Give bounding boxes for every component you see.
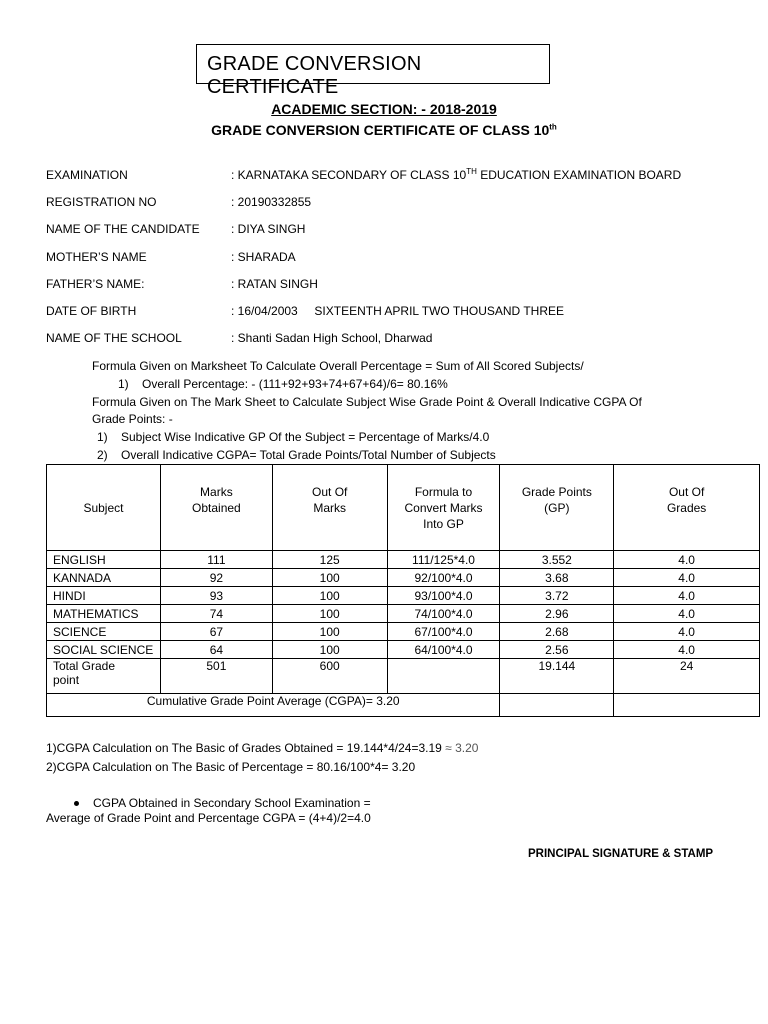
cell-total-marks: 501 xyxy=(160,659,272,694)
cell-outgrades: 4.0 xyxy=(614,587,760,605)
academic-section-heading xyxy=(0,101,768,117)
cell-outof: 100 xyxy=(272,641,387,659)
cell-total-label: Total Grade point xyxy=(47,659,161,694)
cell-subject: MATHEMATICS xyxy=(47,605,161,623)
table-total-row xyxy=(47,659,760,694)
cell-total-gp: 19.144 xyxy=(500,659,614,694)
cgpa-calc-grades xyxy=(46,741,478,755)
cell-formula: 64/100*4.0 xyxy=(387,641,500,659)
cell-total-outof: 600 xyxy=(272,659,387,694)
table-row xyxy=(47,551,760,569)
table-row xyxy=(47,605,760,623)
header-out-of-marks: Out Of Marks xyxy=(272,465,387,551)
cell-formula: 74/100*4.0 xyxy=(387,605,500,623)
subtitle-sup: th xyxy=(549,122,557,132)
grades-table xyxy=(46,464,760,717)
cgpa-average: Average of Grade Point and Percentage CGPA = (4+4)/2=4.0 xyxy=(46,811,371,825)
cell-outgrades: 4.0 xyxy=(614,605,760,623)
field-value: : RATAN SINGH xyxy=(231,277,318,291)
cell-gp: 2.56 xyxy=(500,641,614,659)
table-cgpa-row xyxy=(47,694,760,717)
bullet-text: CGPA Obtained in Secondary School Examination = xyxy=(93,796,371,810)
cell-outgrades: 4.0 xyxy=(614,623,760,641)
field-value: : SHARADA xyxy=(231,250,296,264)
cell-formula: 92/100*4.0 xyxy=(387,569,500,587)
formula-line: Formula Given on Marksheet To Calculate Overall Percentage = Sum of All Scored Subjects/ xyxy=(92,359,584,373)
table-row xyxy=(47,587,760,605)
table-row xyxy=(47,569,760,587)
cell-gp: 3.68 xyxy=(500,569,614,587)
table-row xyxy=(47,641,760,659)
cell-subject: SOCIAL SCIENCE xyxy=(47,641,161,659)
cell-marks: 64 xyxy=(160,641,272,659)
academic-section-text: ACADEMIC SECTION: - 2018-2019 xyxy=(271,101,497,117)
field-label: NAME OF THE CANDIDATE xyxy=(46,222,200,236)
cell-total-outgrades: 24 xyxy=(614,659,760,694)
cell-outof: 125 xyxy=(272,551,387,569)
bullet-item xyxy=(74,796,371,810)
cell-subject: KANNADA xyxy=(47,569,161,587)
field-value-sup: TH xyxy=(466,167,477,176)
formula-line: Formula Given on The Mark Sheet to Calculate Subject Wise Grade Point & Overall Indicative CGPA Of xyxy=(92,395,642,409)
formula-line: Grade Points: - xyxy=(92,412,173,426)
table-header-row xyxy=(47,465,760,551)
cell-marks: 92 xyxy=(160,569,272,587)
cell-outof: 100 xyxy=(272,623,387,641)
cell-total-formula xyxy=(387,659,500,694)
field-label: DATE OF BIRTH xyxy=(46,304,137,318)
cgpa-calc-grades-text: 1)CGPA Calculation on The Basic of Grades Obtained = 19.144*4/24=3.19 xyxy=(46,741,442,755)
field-label: FATHER’S NAME: xyxy=(46,277,145,291)
field-label: REGISTRATION NO xyxy=(46,195,157,209)
cell-formula: 111/125*4.0 xyxy=(387,551,500,569)
field-value xyxy=(231,168,681,182)
cell-subject: ENGLISH xyxy=(47,551,161,569)
header-subject: Subject xyxy=(47,465,161,551)
field-value: : 16/04/2003 SIXTEENTH APRIL TWO THOUSAND THREE xyxy=(231,304,564,318)
formula-line: 1) Overall Percentage: - (111+92+93+74+67+64)/6= 80.16% xyxy=(118,377,448,391)
cell-marks: 93 xyxy=(160,587,272,605)
certificate-subtitle xyxy=(0,122,768,138)
certificate-title: GRADE CONVERSION CERTIFICATE xyxy=(196,44,550,84)
cell-subject: HINDI xyxy=(47,587,161,605)
field-value-post: EDUCATION EXAMINATION BOARD xyxy=(476,168,682,182)
field-value: : Shanti Sadan High School, Dharwad xyxy=(231,331,433,345)
cell-gp: 3.552 xyxy=(500,551,614,569)
cell-formula: 67/100*4.0 xyxy=(387,623,500,641)
cell-gp: 2.96 xyxy=(500,605,614,623)
formula-line: 1) Subject Wise Indicative GP Of the Subject = Percentage of Marks/4.0 xyxy=(97,430,490,444)
principal-signature: PRINCIPAL SIGNATURE & STAMP xyxy=(528,848,714,860)
subtitle-text: GRADE CONVERSION CERTIFICATE OF CLASS 10 xyxy=(211,122,550,138)
cell-gp: 2.68 xyxy=(500,623,614,641)
field-value-pre: : KARNATAKA SECONDARY OF CLASS 10 xyxy=(231,168,467,182)
cell-subject: SCIENCE xyxy=(47,623,161,641)
cell-marks: 67 xyxy=(160,623,272,641)
field-label: MOTHER’S NAME xyxy=(46,250,147,264)
cell-empty xyxy=(500,694,614,717)
cell-outof: 100 xyxy=(272,605,387,623)
cell-gp: 3.72 xyxy=(500,587,614,605)
formula-line: 2) Overall Indicative CGPA= Total Grade Points/Total Number of Subjects xyxy=(97,448,496,462)
cell-outgrades: 4.0 xyxy=(614,551,760,569)
cell-outgrades: 4.0 xyxy=(614,641,760,659)
field-value: : 20190332855 xyxy=(231,195,312,209)
cell-cgpa: Cumulative Grade Point Average (CGPA)= 3.20 xyxy=(47,694,500,717)
cell-marks: 74 xyxy=(160,605,272,623)
cell-outof: 100 xyxy=(272,569,387,587)
header-out-of-grades: Out Of Grades xyxy=(614,465,760,551)
cell-outof: 100 xyxy=(272,587,387,605)
cell-outgrades: 4.0 xyxy=(614,569,760,587)
field-label: NAME OF THE SCHOOL xyxy=(46,331,182,345)
table-row xyxy=(47,623,760,641)
field-value: : DIYA SINGH xyxy=(231,222,306,236)
cell-marks: 111 xyxy=(160,551,272,569)
cell-formula: 93/100*4.0 xyxy=(387,587,500,605)
field-label: EXAMINATION xyxy=(46,168,128,182)
header-grade-points: Grade Points (GP) xyxy=(500,465,614,551)
bullet-icon xyxy=(74,801,79,806)
header-formula: Formula to Convert Marks Into GP xyxy=(387,465,500,551)
header-marks-obtained: Marks Obtained xyxy=(160,465,272,551)
cgpa-calc-percentage: 2)CGPA Calculation on The Basic of Percentage = 80.16/100*4= 3.20 xyxy=(46,760,416,774)
cell-empty xyxy=(614,694,760,717)
cgpa-approx-text: ≈ 3.20 xyxy=(441,741,479,755)
